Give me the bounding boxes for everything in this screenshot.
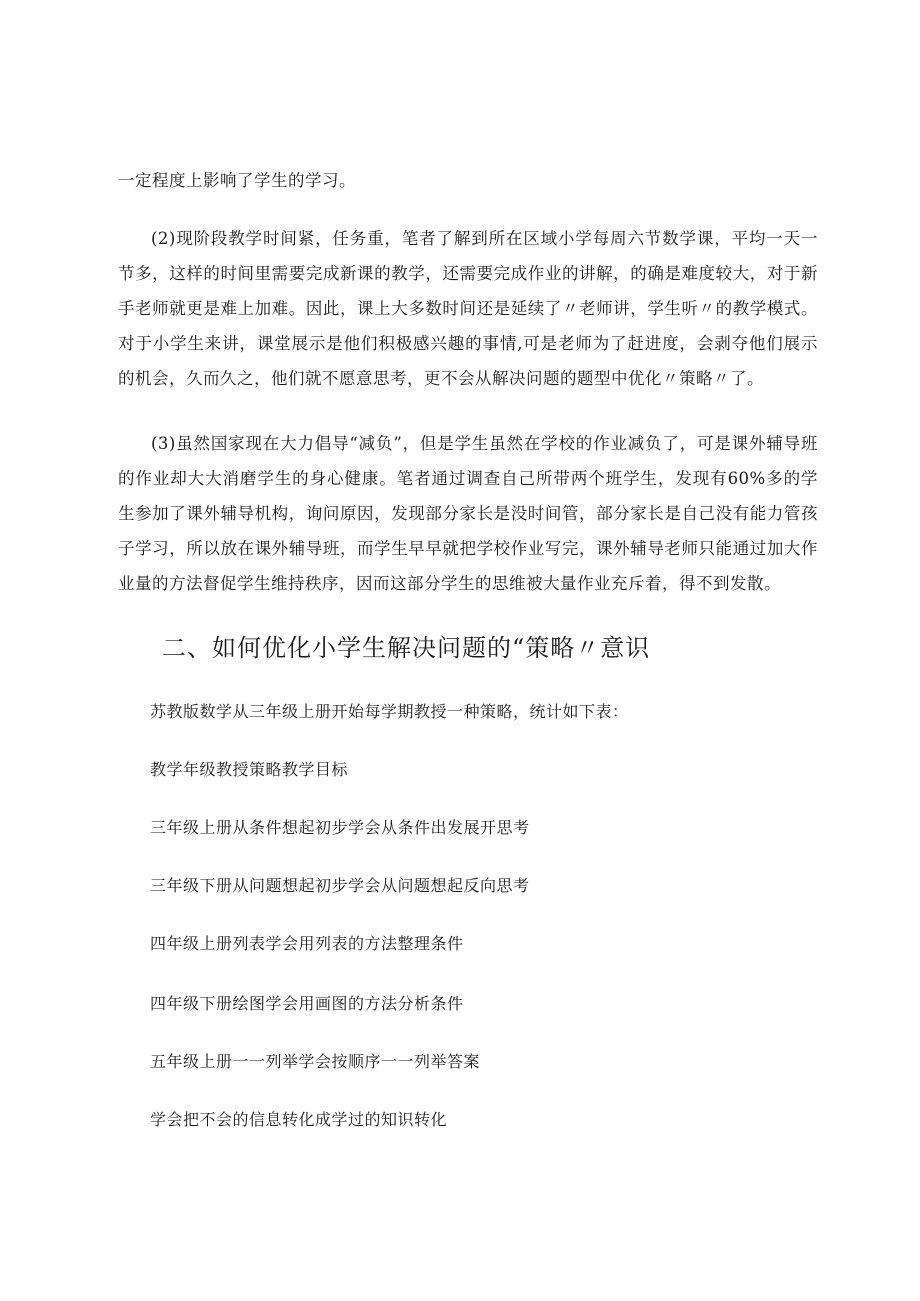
table-row-line: 三年级下册从问题想起初步学会从问题想起反向思考 bbox=[150, 876, 530, 895]
paragraph-point-3: (3)虽然国家现在大力倡导“减负”，但是学生虽然在学校的作业减负了，可是课外辅导班的作业却大大消磨学生的身心健康。笔者通过调查自己所带两个班学生，发现有60%多的学生参加了课外辅导机构，询问原因，发现部分家长是没时间管，部分家长是自己没有能力管孩子学习，所以放在课外辅导班，而学生早早就把学校作业写完，课外辅导老师只能通过加大作业量的方法督促学生维持秩序，因而这部分学生的思维被大量作业充斥着，得不到发散。 bbox=[118, 434, 818, 593]
table-row-line: 四年级下册绘图学会用画图的方法分析条件 bbox=[150, 994, 464, 1013]
table-row-line: 三年级上册从条件想起初步学会从条件出发展开思考 bbox=[150, 818, 530, 837]
paragraph-point-2: (2)现阶段教学时间紧，任务重，笔者了解到所在区域小学每周六节数学课，平均一天一节多，这样的时间里需要完成新课的教学，还需要完成作业的讲解，的确是难度较大，对于新手老师就更是难上加难。因此，课上大多数时间还是延续了〃老师讲，学生听〃的教学模式。对于小学生来讲，课堂展示是他们积极感兴趣的事情,可是老师为了赶进度，会剥夺他们展示的机会，久而久之，他们就不愿意思考，更不会从解决问题的题型中优化〃策略〃了。 bbox=[118, 229, 818, 388]
table-row-line: 四年级上册列表学会用列表的方法整理条件 bbox=[150, 934, 464, 953]
section-heading: 二、如何优化小学生解决问题的“策略〃意识 bbox=[162, 634, 651, 662]
table-row-line: 学会把不会的信息转化成学过的知识转化 bbox=[150, 1110, 448, 1129]
table-header-line: 教学年级教授策略教学目标 bbox=[150, 760, 349, 779]
paragraph-continuation: 一定程度上影响了学生的学习。 bbox=[118, 171, 356, 190]
table-row-line: 五年级上册一一列举学会按顺序一一列举答案 bbox=[150, 1052, 481, 1071]
table-intro-line: 苏教版数学从三年级上册开始每学期教授一种策略，统计如下表： bbox=[150, 702, 629, 721]
